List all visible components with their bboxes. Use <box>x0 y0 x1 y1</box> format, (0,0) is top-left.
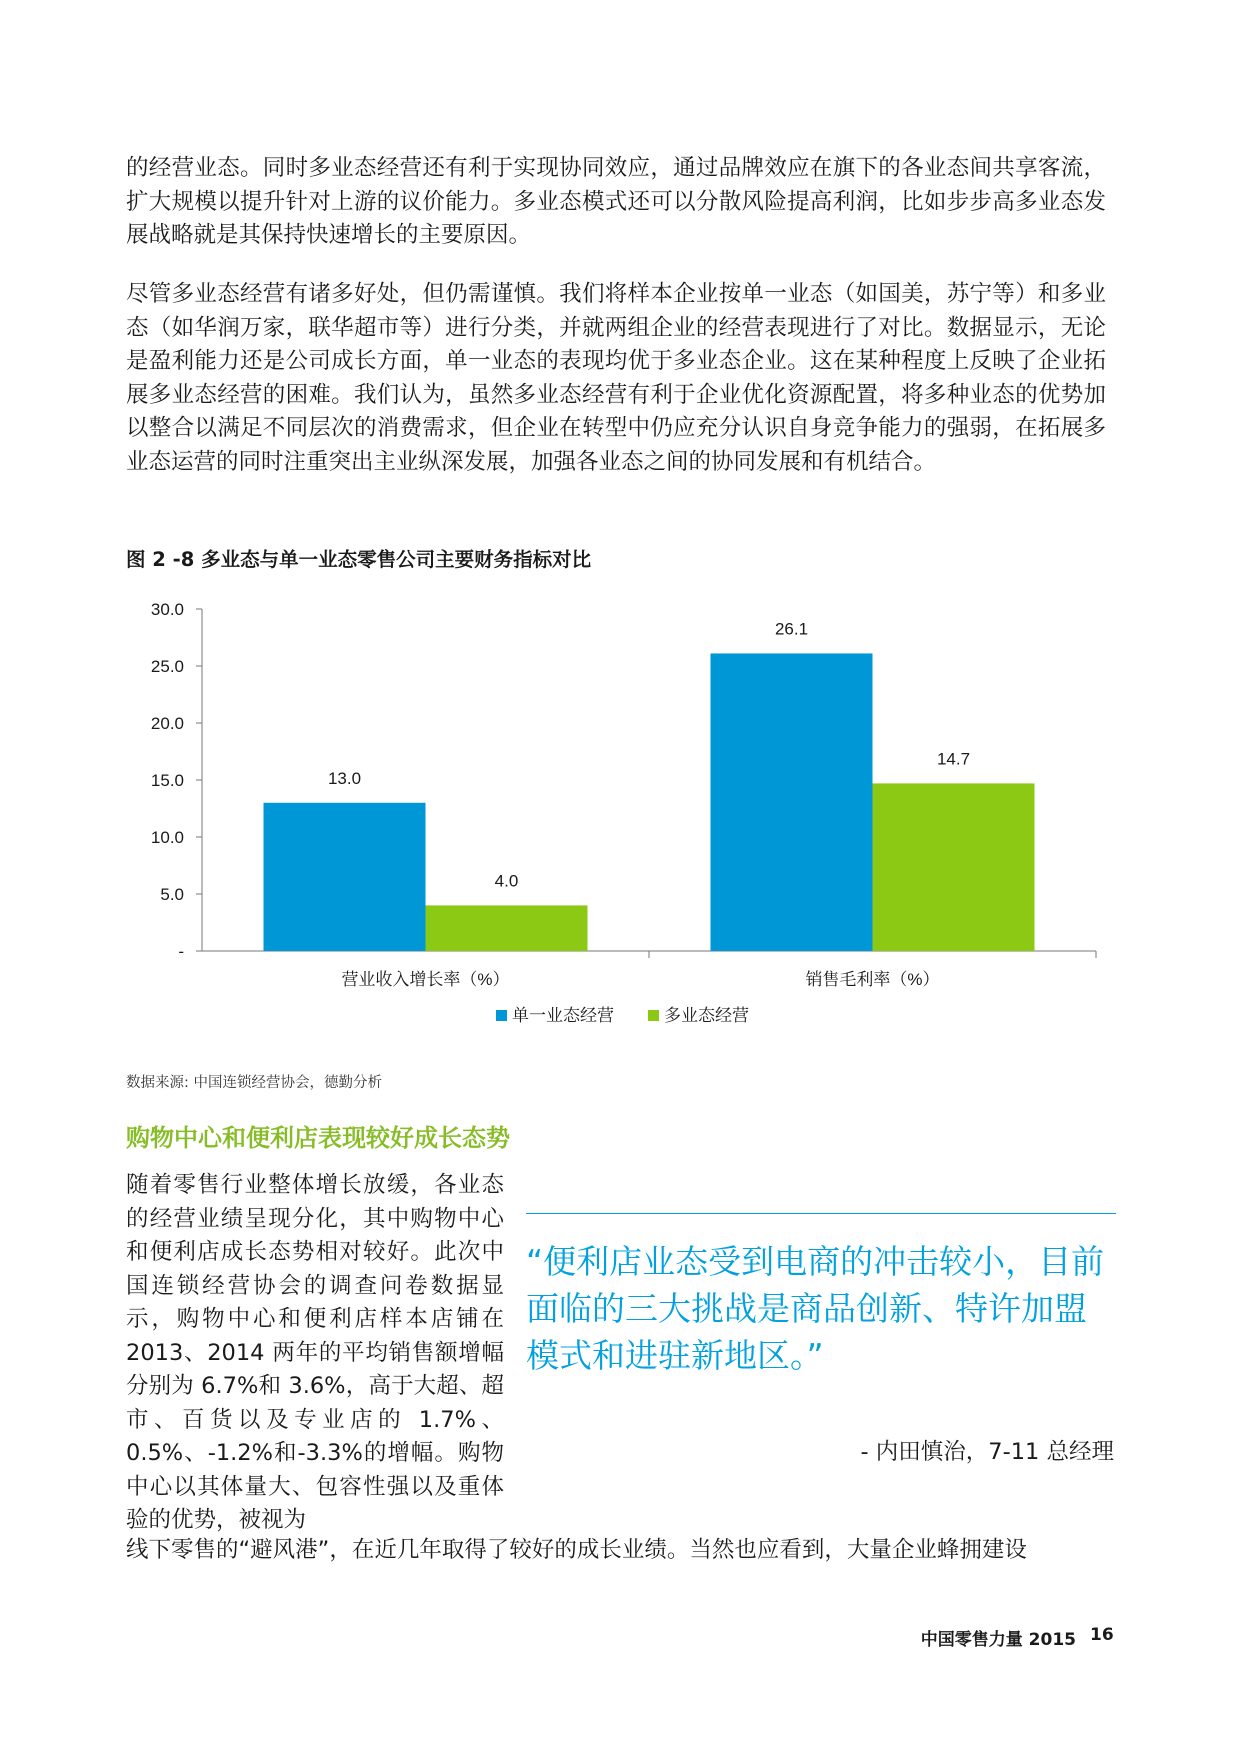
data-source-note: 数据来源: 中国连锁经营协会，德勤分析 <box>126 1075 382 1091</box>
legend-label: 多业态经营 <box>664 1006 749 1025</box>
y-tick-label: 10.0 <box>150 828 184 847</box>
data-label: 26.1 <box>774 619 809 639</box>
y-tick-label: 20.0 <box>150 714 184 733</box>
pull-quote-text: “便利店业态受到电商的冲击较小，目前面临的三大挑战是商品创新、特许加盟模式和进驻新地区。” <box>526 1242 1105 1375</box>
y-tick-label: - <box>178 942 184 961</box>
y-tick-label: 5.0 <box>160 885 184 904</box>
y-tick-label: 25.0 <box>150 657 184 676</box>
x-category-label: 销售毛利率（%） <box>805 970 940 989</box>
x-category-label: 营业收入增长率（%） <box>341 970 510 989</box>
figure-title: 图 2 -8 多业态与单一业态零售公司主要财务指标对比 <box>126 548 592 571</box>
y-tick-label: 15.0 <box>150 771 184 790</box>
section-heading: 购物中心和便利店表现较好成长态势 <box>126 1124 510 1152</box>
legend-label: 单一业态经营 <box>512 1006 614 1025</box>
legend-swatch <box>496 1010 507 1021</box>
body-paragraph: 尽管多业态经营有诸多好处，但仍需谨慎。我们将样本企业按单一业态（如国美，苏宁等）和多业态（如华润万家，联华超市等）进行分类，并就两组企业的经营表现进行了对比。数据显示，无论是盈利能力还是公司成长方面，单一业态的表现均优于多业态企业。这在某种程度上反映了企业拓展多业态经营的困难。我们认为，虽然多业态经营有利于企业优化资源配置，将多种业态的优势加以整合以满足不同层次的消费需求，但企业在转型中仍应充分认识自身竞争能力的强弱，在拓展多业态运营的同时注重突出主业纵深发展，加强各业态之间的协同发展和有机结合。 <box>126 281 1106 475</box>
data-label: 4.0 <box>494 871 519 891</box>
data-label: 13.0 <box>327 768 362 788</box>
y-tick-label: 30.0 <box>150 600 184 619</box>
footer-publication-title: 中国零售力量 2015 <box>920 1630 1076 1650</box>
legend-swatch <box>648 1010 659 1021</box>
bar <box>873 783 1035 951</box>
bar <box>711 653 873 951</box>
bar <box>264 803 426 951</box>
page-number: 16 <box>1090 1625 1114 1645</box>
section-continuation-text: 线下零售的“避风港”，在近几年取得了较好的成长业绩。当然也应看到，大量企业蜂拥建设 <box>126 1537 1027 1563</box>
pull-quote-attribution: - 内田慎治，7-11 总经理 <box>860 1439 1114 1465</box>
bar-chart <box>126 585 1106 1065</box>
body-paragraph: 的经营业态。同时多业态经营还有利于实现协同效应，通过品牌效应在旗下的各业态间共享客流，扩大规模以提升针对上游的议价能力。多业态模式还可以分散风险提高利润，比如步步高多业态发展战略就是其保持快速增长的主要原因。 <box>126 155 1106 248</box>
data-label: 14.7 <box>936 749 971 769</box>
section-column-text: 随着零售行业整体增长放缓，各业态的经营业绩呈现分化，其中购物中心和便利店成长态势相对较好。此次中国连锁经营协会的调查问卷数据显示，购物中心和便利店样本店铺在 2013、2014 两年的平均销售额增幅分别为 6.7%和 3.6%，高于大超、超市、百货以及专业店的 1.7%、0.5%、-1.2%和-3.3%的增幅。购物中心以其体量大、包容性强以及重体验的优势，被视为 <box>126 1172 504 1533</box>
pull-quote-rule <box>526 1213 1116 1214</box>
bar <box>426 905 588 951</box>
